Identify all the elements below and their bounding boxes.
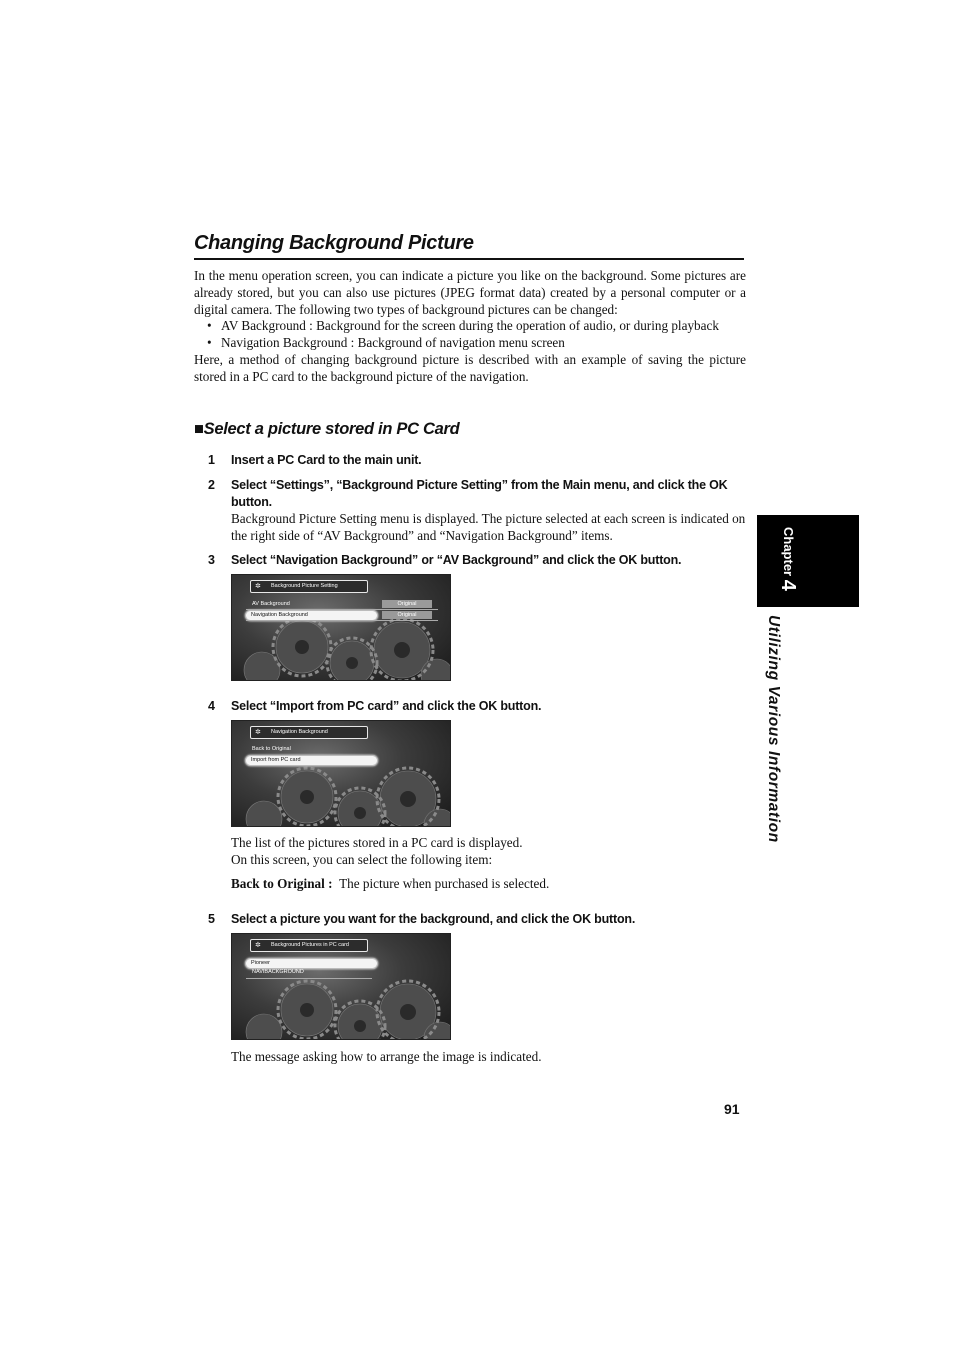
list-item: • Navigation Background : Background of navigation menu screen <box>207 335 565 351</box>
intro-paragraph: Here, a method of changing background picture is described with an example of saving the picture stored in a PC card to the background picture of the navigation. <box>194 351 746 384</box>
screen-header: ✲ Background Pictures in PC card <box>250 939 368 952</box>
bullet-icon: • <box>207 318 212 334</box>
page-title: Changing Background Picture <box>194 232 744 260</box>
step-4: 4 Select “Import from PC card” and click the OK button. <box>208 699 542 713</box>
divider <box>246 609 438 610</box>
menu-item-back-to-original[interactable]: Back to Original <box>252 746 291 752</box>
menu-item-import-from-pc-card[interactable]: Import from PC card <box>245 755 378 766</box>
status-badge: Original <box>382 611 432 619</box>
divider <box>246 978 372 979</box>
star-icon: ✲ <box>255 942 261 949</box>
step-2-note: Background Picture Setting menu is displayed. The picture selected at each screen is indicated on the right side of “AV Background” and “Navigation Background” items. <box>231 511 746 543</box>
menu-item-navibackground[interactable]: NAVIBACKGROUND <box>252 969 304 975</box>
menu-item-av-background[interactable]: AV Background <box>252 601 290 607</box>
step-5: 5 Select a picture you want for the background, and click the OK button. <box>208 912 636 926</box>
side-section-title: Utilizing Various Information <box>765 615 782 843</box>
square-bullet-icon: ■ <box>194 420 204 438</box>
step-5-note: The message asking how to arrange the image is indicated. <box>231 1049 542 1064</box>
step-4-note: The list of the pictures stored in a PC card is displayed. On this screen, you can select the following item: Back to Original : The picture when purchased is selected. <box>231 835 747 892</box>
menu-item-pioneer[interactable]: Pioneer <box>245 958 378 969</box>
bullet-list <box>194 318 746 352</box>
chapter-tab: Chapter 4 <box>757 515 859 607</box>
intro-text <box>194 268 746 386</box>
bullet-icon: • <box>207 335 212 351</box>
menu-item-navigation-background[interactable]: Navigation Background <box>245 610 378 621</box>
screenshot-navigation-background <box>231 720 451 827</box>
page-number: 91 <box>724 1101 740 1117</box>
screen-header: ✲ Navigation Background <box>250 726 368 739</box>
screenshot-background-picture-setting <box>231 574 451 681</box>
step-2: 2 Select “Settings”, “Background Picture Setting” from the Main menu, and click the OK button. <box>208 478 728 509</box>
list-item: • AV Background : Background for the screen during the operation of audio, or during playback <box>207 318 719 334</box>
status-badge: Original <box>382 600 432 608</box>
screen-header: ✲ Background Picture Setting <box>250 580 368 593</box>
step-3: 3 Select “Navigation Background” or “AV Background” and click the OK button. <box>208 553 682 567</box>
step-1: 1 Insert a PC Card to the main unit. <box>208 453 422 467</box>
star-icon: ✲ <box>255 583 261 590</box>
definition-item: Back to Original : The picture when purchased is selected. <box>231 875 550 891</box>
screenshot-background-pictures-in-pc-card <box>231 933 451 1040</box>
divider <box>246 620 438 621</box>
section-heading: ■Select a picture stored in PC Card <box>194 420 460 438</box>
star-icon: ✲ <box>255 729 261 736</box>
intro-paragraph: In the menu operation screen, you can indicate a picture you like on the background. Some pictures are already stored, but you can also use pictures (JPEG format data) created by a personal computer or a digital camera. The following two types of background pictures can be changed: <box>194 268 746 317</box>
